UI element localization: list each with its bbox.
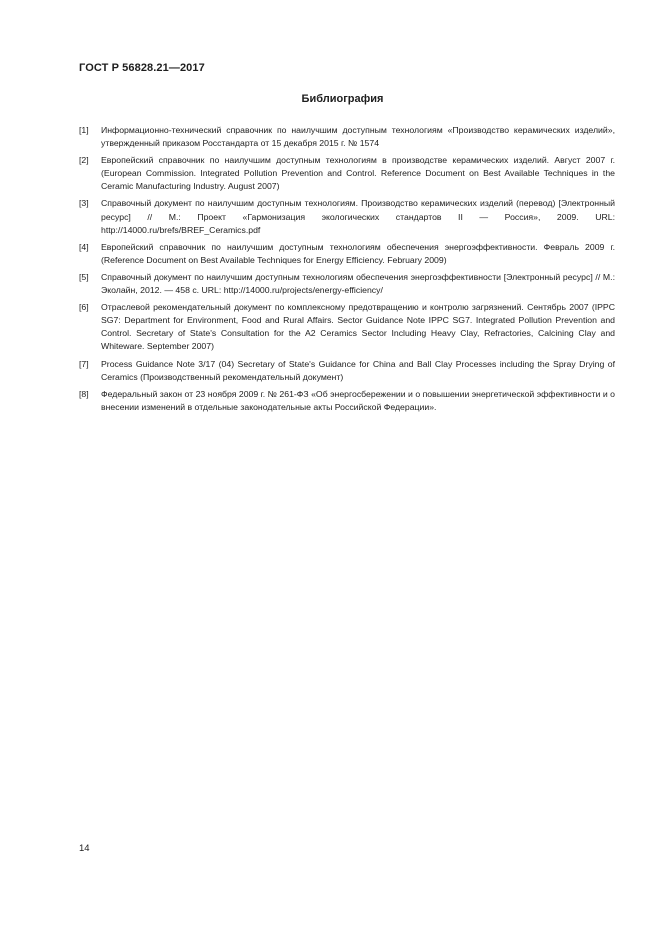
bibliography-item-2 xyxy=(79,154,615,193)
bibliography-item-5 xyxy=(79,271,615,297)
bibliography-item-number: [2] xyxy=(79,155,89,166)
bibliography-item-7 xyxy=(79,358,615,384)
bibliography-item-number: [7] xyxy=(79,358,89,369)
bibliography-item-number: [4] xyxy=(79,241,89,252)
bibliography-item-number: [8] xyxy=(79,388,89,399)
bibliography-item-6 xyxy=(79,301,615,353)
bibliography-item-4 xyxy=(79,241,615,267)
standard-designation: ГОСТ Р 56828.21—2017 xyxy=(79,62,205,74)
bibliography-item-text: Европейский справочник по наилучшим доступным технологиям в производстве керамических изделий. Август 2007 г. (European Commission. Integrated Pollution Prevention and Control. Reference Document on Best Available Techniques in the Ceramic Manufacturing Industry. August 2007) xyxy=(101,155,615,192)
bibliography-title: Библиография xyxy=(301,93,384,105)
bibliography-item-text: Европейский справочник по наилучшим доступным технологиям обеспечения энергоэффективности. Февраль 2009 г. (Reference Document on Best Available Techniques for Energy Efficiency. February 2009) xyxy=(101,241,615,265)
bibliography-item-number: [3] xyxy=(79,198,89,209)
bibliography-item-8 xyxy=(79,388,615,414)
bibliography-item-number: [5] xyxy=(79,271,89,282)
bibliography-item-number: [1] xyxy=(79,125,89,135)
bibliography-item-text: Отраслевой рекомендательный документ по комплексному предотвращению и контролю загрязнений. Сентябрь 2007 (IPPC SG7: Department for Environment, Food and Rural Affairs. Sector Guidance Note IPPC SG7. Integrated Pollution Prevention and Control. Secretary of State's Consultation for the A2 Ceramics Sector Including Heavy Clay, Refractories, Calcining Clay and Whiteware. September 2007) xyxy=(101,302,615,352)
bibliography-item-3 xyxy=(79,197,615,236)
bibliography-item-text: Справочный документ по наилучшим доступным технологиям. Производство керамических изделий (перевод) [Электронный ресурс] // М.: Проект «Гармонизация экологических стандартов II — Россия», 2009. URL: http://14000.ru/brefs/BREF_Ceramics.pdf xyxy=(101,198,615,235)
bibliography-item-text: Process Guidance Note 3/17 (04) Secretary of State's Guidance for China and Ball Clay Processes including the Spray Drying of Ceramics (Производственный рекомендательный документ) xyxy=(101,358,615,382)
bibliography-item-text: Информационно-технический справочник по наилучшим доступным технологиям «Производство керамических изделий», утвержденный приказом Росстандарта от 15 декабря 2015 г. № 1574 xyxy=(101,125,615,149)
bibliography-item-text: Федеральный закон от 23 ноября 2009 г. № 261-ФЗ «Об энергосбережении и о повышении энергетической эффективности и о внесении изменений в отдельные законодательные акты Российской Федерации». xyxy=(101,388,615,412)
bibliography-item-1 xyxy=(79,124,615,150)
bibliography-item-number: [6] xyxy=(79,302,89,313)
bibliography-item-text: Справочный документ по наилучшим доступным технологиям обеспечения энергоэффективности [Электронный ресурс] // М.: Эколайн, 2012. — 458 с. URL: http://14000.ru/projects/energy-efficiency/ xyxy=(101,271,615,296)
page-number: 14 xyxy=(79,843,90,854)
bibliography-list xyxy=(79,124,615,418)
